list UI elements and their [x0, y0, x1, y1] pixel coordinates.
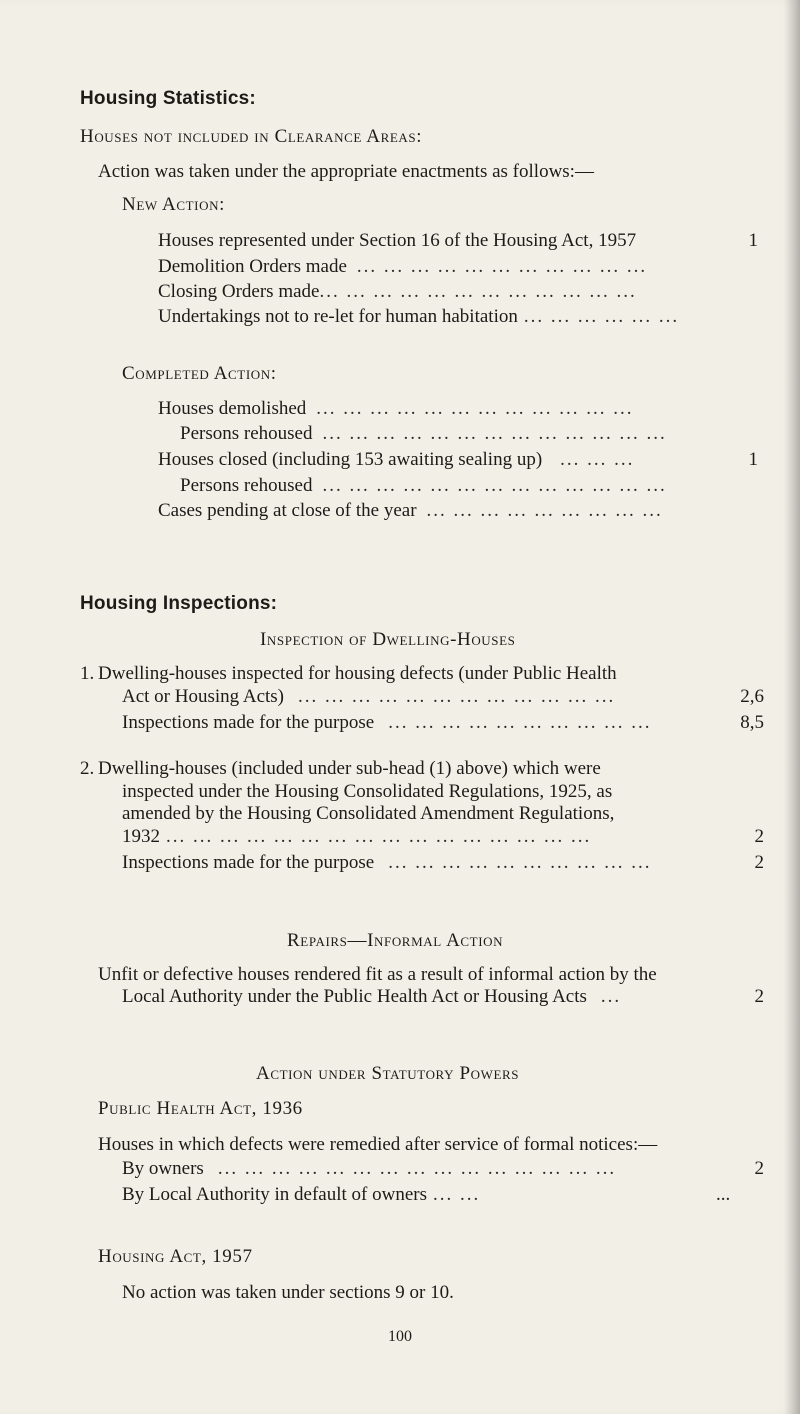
new-action-label: Undertakings not to re-let for human habitation [158, 306, 518, 327]
leader-dots: ... ... ... ... ... ... ... ... ... ... ... ... [319, 281, 637, 302]
leader-dots: ... ... ... ... ... ... [523, 306, 680, 327]
by-owners-label: By owners [122, 1158, 204, 1179]
new-action-label: Houses represented under Section 16 of the Housing Act, 1957 [158, 230, 637, 251]
new-action-heading: New Action: [122, 194, 225, 215]
completed-action-label: Cases pending at close of the year [158, 500, 417, 521]
section-heading-housing-inspections: Housing Inspections: [80, 593, 278, 614]
leader-dots: ... ... ... ... ... ... ... ... ... ... [388, 852, 652, 873]
repairs-heading: Repairs—Informal Action [287, 930, 504, 951]
item1-line2-row [122, 686, 742, 710]
leader-dots: ... [600, 986, 622, 1007]
statutory-heading: Action under Statutory Powers [256, 1063, 520, 1084]
item1-line1: Dwelling-houses inspected for housing defects (under Public Health [98, 663, 617, 684]
item1-sub-value: 8,5 [740, 712, 764, 733]
leader-dots: ... ... ... ... ... ... ... ... ... [426, 500, 663, 521]
by-owners-value: 2 [754, 1158, 764, 1179]
repairs-value: 2 [754, 986, 764, 1007]
item1-line2: Act or Housing Acts) [122, 686, 285, 707]
leader-dots: ... ... ... ... ... ... ... ... ... ... ... [356, 256, 648, 277]
repairs-line2: Local Authority under the Public Health Act or Housing Acts [122, 986, 587, 1007]
new-action-row [158, 230, 758, 254]
completed-action-row [180, 475, 738, 499]
item2-sub-row [122, 852, 742, 876]
leader-dots: ... ... ... [560, 449, 635, 470]
completed-action-label: Houses closed (including 153 awaiting sealing up) [158, 449, 543, 470]
repairs-line1: Unfit or defective houses rendered fit as a result of informal action by the [98, 964, 657, 985]
leader-dots: ... ... ... ... ... ... ... ... ... ... ... ... [298, 686, 616, 707]
item2-line2: inspected under the Housing Consolidated Regulations, 1925, as [122, 781, 613, 802]
completed-action-row [180, 423, 738, 447]
page-number: 100 [388, 1328, 412, 1345]
new-action-label: Demolition Orders made [158, 256, 347, 277]
item-number: 2. [80, 758, 95, 779]
by-local-authority-label: By Local Authority in default of owners [122, 1184, 427, 1205]
leader-dots: ... ... ... ... ... ... ... ... ... ... ... ... ... ... ... ... [166, 826, 592, 847]
leader-dots: ... ... ... ... ... ... ... ... ... ... ... ... ... [322, 423, 667, 444]
inspection-dwelling-heading: Inspection of Dwelling-Houses [260, 629, 516, 650]
repairs-line2-row [122, 986, 742, 1010]
new-action-label: Closing Orders made [158, 281, 320, 302]
item2-line4-row [122, 826, 742, 850]
item2-sub-label: Inspections made for the purpose [122, 852, 375, 873]
subheading-houses-not-in-clearance: Houses not included in Clearance Areas: [80, 126, 423, 147]
housing-act-heading: Housing Act, 1957 [98, 1246, 253, 1267]
new-action-row [158, 281, 738, 305]
leader-dots: ... ... [433, 1184, 481, 1205]
completed-action-label: Houses demolished [158, 398, 307, 419]
item1-sub-row [122, 712, 742, 736]
statutory-intro: Houses in which defects were remedied after service of formal notices:— [98, 1134, 658, 1155]
item1-sub-label: Inspections made for the purpose [122, 712, 375, 733]
item2-line3: amended by the Housing Consolidated Amendment Regulations, [122, 803, 615, 824]
leader-dots: ... ... ... ... ... ... ... ... ... ... [388, 712, 652, 733]
leader-dots: ... [716, 1184, 731, 1205]
housing-act-note: No action was taken under sections 9 or 10. [122, 1282, 454, 1303]
intro-text: Action was taken under the appropriate enactments as follows:— [98, 161, 594, 182]
leader-dots: ... ... ... ... ... ... ... ... ... ... ... ... [316, 398, 634, 419]
public-health-act-heading: Public Health Act, 1936 [98, 1098, 303, 1119]
by-owners-row [122, 1158, 742, 1182]
completed-action-label: Persons rehoused [180, 475, 313, 496]
new-action-row [158, 306, 738, 330]
item2-value: 2 [754, 826, 764, 847]
by-local-authority-row [122, 1184, 742, 1208]
completed-action-value: 1 [748, 449, 758, 470]
completed-action-label: Persons rehoused [180, 423, 313, 444]
completed-action-heading: Completed Action: [122, 363, 277, 384]
item1-value: 2,6 [740, 686, 764, 707]
new-action-value: 1 [748, 230, 758, 251]
item2-line1: Dwelling-houses (included under sub-head (1) above) which were [98, 758, 601, 779]
new-action-row [158, 256, 738, 280]
leader-dots: ... ... ... ... ... ... ... ... ... ... ... ... ... ... ... [217, 1158, 617, 1179]
section-heading-housing-statistics: Housing Statistics: [80, 88, 256, 109]
item-number: 1. [80, 663, 95, 684]
completed-action-row [158, 398, 738, 422]
completed-action-row [158, 500, 738, 524]
item2-line4: 1932 [122, 826, 160, 847]
leader-dots: ... ... ... ... ... ... ... ... ... ... ... ... ... [322, 475, 667, 496]
completed-action-row [158, 449, 738, 473]
item2-sub-value: 2 [754, 852, 764, 873]
